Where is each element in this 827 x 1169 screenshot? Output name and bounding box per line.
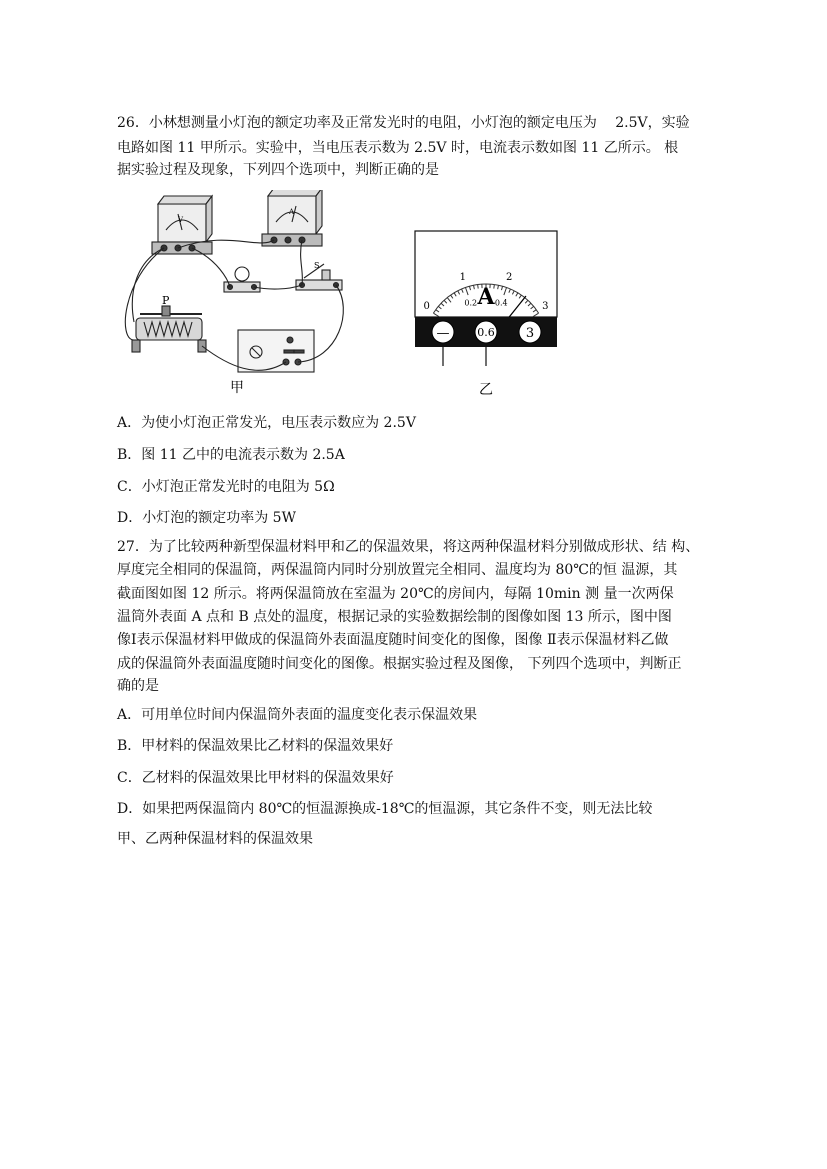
figure-caption-yi: 乙 <box>479 382 493 398</box>
top-scale-label: 2 <box>505 271 513 283</box>
q26-stem-line-1: 26．小林想测量小灯泡的额定功率及正常发光时的电阻，小灯泡的额定电压为 2.5V，实验 <box>117 115 690 131</box>
voltmeter-image <box>152 196 212 254</box>
top-scale-label: 0 <box>423 300 430 312</box>
q27-option-b: B．甲材料的保温效果比乙材料的保温效果好 <box>117 738 394 754</box>
voltmeter-label: V <box>178 216 184 224</box>
top-scale-label: 3 <box>542 300 549 312</box>
circuit-figure <box>118 190 358 400</box>
q26-stem-line-2: 电路如图 11 甲所示。实验中，当电压表示数为 2.5V 时，电流表示数如图 11 乙所示。 根 <box>117 140 679 156</box>
rheostat-p-label: P <box>162 294 170 307</box>
q27-option-d-continued: 甲、乙两种保温材料的保温效果 <box>117 831 313 847</box>
q27-stem-line-7: 确的是 <box>117 678 159 694</box>
top-scale-label: 1 <box>459 271 467 283</box>
unit-label: A <box>477 284 495 310</box>
figure-caption-jia: 甲 <box>230 380 244 396</box>
rheostat-image <box>132 306 206 352</box>
q27-stem-line-3: 截面图如图 12 所示。将两保温筒放在室温为 20℃的房间内，每隔 10min 测 量一次两保 <box>117 586 674 602</box>
q26-option-d: D．小灯泡的额定功率为 5W <box>117 510 296 526</box>
terminal-0.6-label: 0.6 <box>477 326 495 339</box>
ammeter-label: A <box>289 208 295 216</box>
q27-stem-line-2: 厚度完全相同的保温筒，两保温筒内同时分别放置完全相同、温度均为 80℃的恒 温源，其 <box>117 562 678 578</box>
bottom-scale-label: 0.2 <box>464 298 478 308</box>
switch-label: S <box>314 261 320 270</box>
q27-stem-line-5: 像Ⅰ表示保温材料甲做成的保温筒外表面温度随时间变化的图像，图像 Ⅱ表示保温材料乙做 <box>117 632 669 648</box>
q27-stem-line-4: 温筒外表面 A 点和 B 点处的温度，根据记录的实验数据绘制的图像如图 13 所示，图中图 <box>117 609 672 625</box>
q27-option-a: A．可用单位时间内保温筒外表面的温度变化表示保温效果 <box>117 707 478 723</box>
bottom-scale-label: 0.4 <box>494 298 508 308</box>
q27-stem-line-6: 成的保温筒外表面温度随时间变化的图像。根据实验过程及图像， 下列四个选项中，判断正 <box>117 656 682 672</box>
q27-stem-line-1: 27．为了比较两种新型保温材料甲和乙的保温效果，将这两种保温材料分别做成形状、结 构、 <box>117 539 700 555</box>
terminal-negative-label: — <box>436 326 450 341</box>
ammeter-image <box>262 190 322 246</box>
q26-option-c: C．小灯泡正常发光时的电阻为 5Ω <box>117 479 335 495</box>
q26-stem-line-3: 据实验过程及现象，下列四个选项中，判断正确的是 <box>117 162 439 178</box>
q27-option-d: D．如果把两保温筒内 80℃的恒温源换成-18℃的恒温源，其它条件不变，则无法比较 <box>117 801 653 817</box>
q27-option-c: C．乙材料的保温效果比甲材料的保温效果好 <box>117 770 394 786</box>
lamp-image <box>224 267 260 292</box>
terminal-3-label: 3 <box>525 326 535 341</box>
q26-option-a: A．为使小灯泡正常发光，电压表示数应为 2.5V <box>117 415 416 431</box>
q26-option-b: B．图 11 乙中的电流表示数为 2.5A <box>117 447 345 463</box>
power-supply-image <box>238 330 314 372</box>
ammeter-dial-figure <box>410 228 562 398</box>
